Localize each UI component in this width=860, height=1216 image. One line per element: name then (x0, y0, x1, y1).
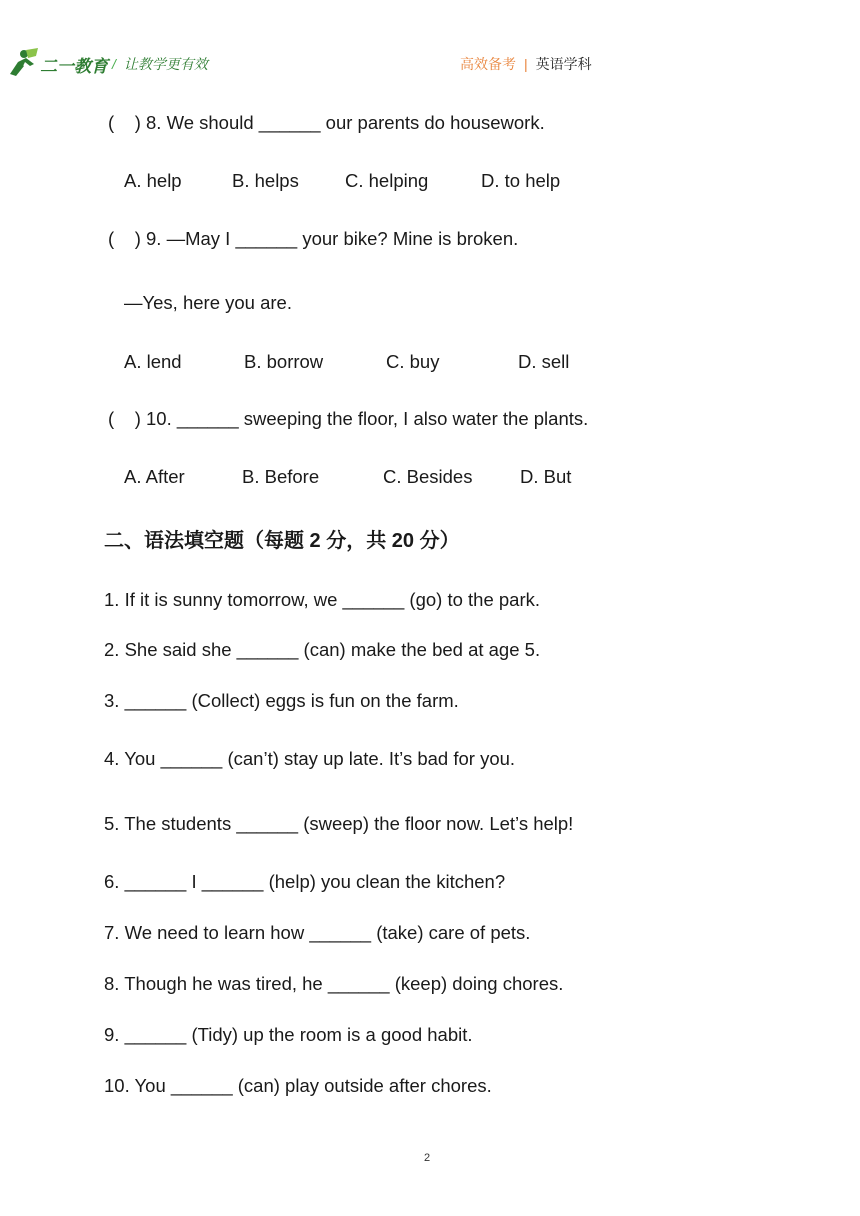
grammar-item-4: 4. You ______ (can’t) stay up late. It’s bad for you. (104, 748, 516, 769)
grammar-item-9: 9. ______ (Tidy) up the room is a good habit. (104, 1024, 473, 1045)
question-8-stem: ( ) 8. We should ______ our parents do housework. (108, 112, 545, 133)
page-number: 2 (424, 1152, 431, 1164)
header-subject: 高效备考 | 英语学科 (460, 56, 592, 72)
grammar-item-6: 6. ______ I ______ (help) you clean the kitchen? (104, 871, 506, 892)
grammar-item-1: 1. If it is sunny tomorrow, we ______ (go) to the park. (104, 589, 540, 610)
page-header (0, 0, 860, 90)
grammar-item-8: 8. Though he was tired, he ______ (keep) doing chores. (104, 973, 564, 994)
question-10-stem: ( ) 10. ______ sweeping the floor, I also water the plants. (108, 408, 589, 429)
logo-icon (4, 44, 114, 80)
grammar-item-2: 2. She said she ______ (can) make the bed at age 5. (104, 639, 541, 660)
section-2-title: 二、语法填空题（每题 2 分，共 20 分） (104, 530, 460, 552)
q10-option-c: C. Besides (383, 466, 473, 487)
q8-option-c: C. helping (345, 170, 429, 191)
q8-option-a: A. help (124, 170, 182, 191)
question-9-reply: —Yes, here you are. (124, 292, 292, 313)
grammar-item-10: 10. You ______ (can) play outside after chores. (104, 1075, 492, 1096)
q10-option-d: D. But (520, 466, 572, 487)
q10-option-b: B. Before (242, 466, 320, 487)
q8-option-b: B. helps (232, 170, 299, 191)
q9-option-c: C. buy (386, 351, 440, 372)
grammar-item-7: 7. We need to learn how ______ (take) care of pets. (104, 922, 531, 943)
q9-option-a: A. lend (124, 351, 182, 372)
grammar-item-3: 3. ______ (Collect) eggs is fun on the farm. (104, 690, 459, 711)
q10-option-a: A. After (124, 466, 185, 487)
slogan: / 让教学更有效 (112, 56, 208, 72)
question-9-stem: ( ) 9. —May I ______ your bike? Mine is broken. (108, 228, 519, 249)
q8-option-d: D. to help (481, 170, 561, 191)
q9-option-b: B. borrow (244, 351, 324, 372)
logo-text: 二一教育 (40, 57, 108, 76)
grammar-item-5: 5. The students ______ (sweep) the floor now. Let’s help! (104, 813, 574, 834)
q9-option-d: D. sell (518, 351, 570, 372)
